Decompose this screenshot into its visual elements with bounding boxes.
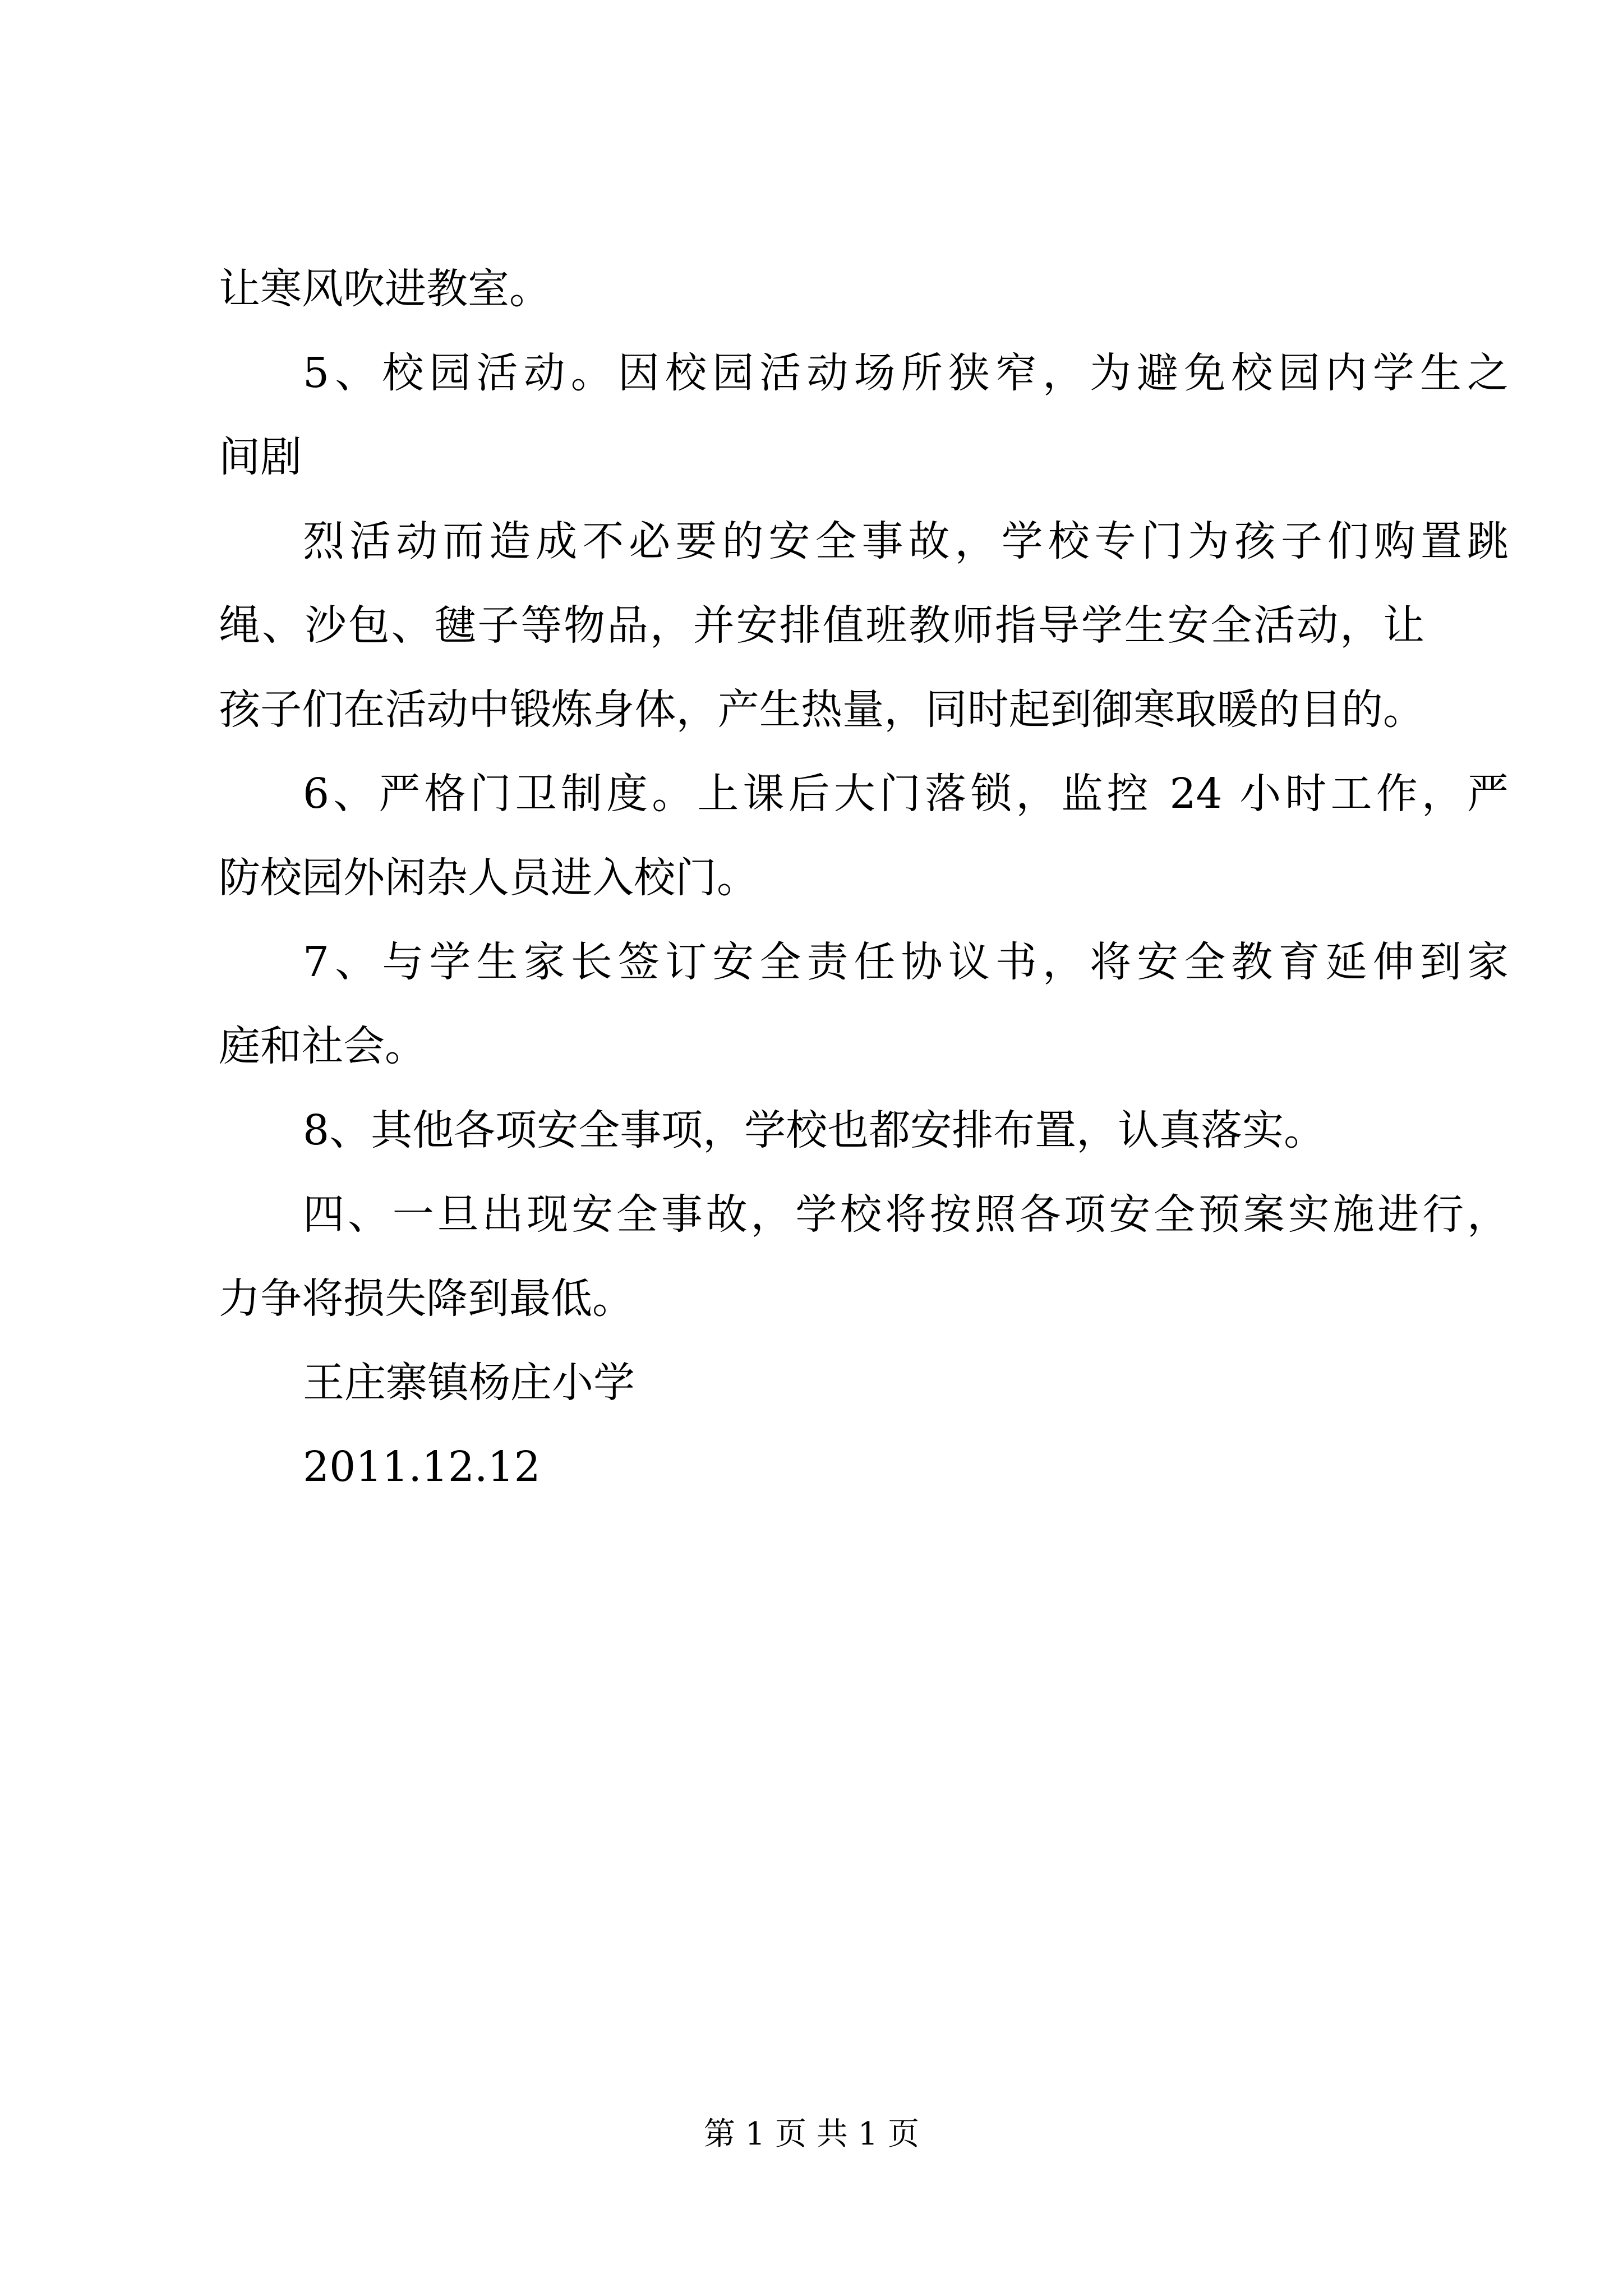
document-body [219,264,1509,1526]
paragraph-item-5-line-1: 5、校园活动。因校园活动场所狭窄，为避免校园内学生之 [303,349,1509,397]
paragraph-item-6-line-1: 6、严格门卫制度。上课后大门落锁，监控 24 小时工作，严 [303,770,1509,818]
page-number-footer: 第 1 页 共 1 页 [703,2116,920,2152]
signature-school-name: 王庄寨镇杨庄小学 [303,1359,635,1407]
paragraph-item-5-line-2: 间剧 [219,433,302,481]
paragraph-activity-line-1: 烈活动而造成不必要的安全事故，学校专门为孩子们购置跳 [303,517,1509,565]
paragraph-item-8: 8、其他各项安全事项，学校也都安排布置，认真落实。 [303,1106,1326,1154]
paragraph-item-7-line-1: 7、与学生家长签订安全责任协议书，将安全教育延伸到家 [303,938,1509,986]
paragraph-activity-line-2: 绳、沙包、毽子等物品，并安排值班教师指导学生安全活动，让 [219,601,1424,650]
signature-date: 2011.12.12 [303,1443,541,1491]
paragraph-item-6-line-2: 防校园外闲杂人员进入校门。 [219,854,758,902]
text-line: 让寒风吹进教室。 [219,265,551,313]
paragraph-item-7-line-2: 庭和社会。 [219,1022,426,1070]
paragraph-activity-line-3: 孩子们在活动中锻炼身体，产生热量，同时起到御寒取暖的目的。 [219,685,1424,734]
paragraph-section-4-line-2: 力争将损失降到最低。 [219,1274,634,1323]
paragraph-section-4-line-1: 四、一旦出现安全事故，学校将按照各项安全预案实施进行， [303,1190,1509,1239]
